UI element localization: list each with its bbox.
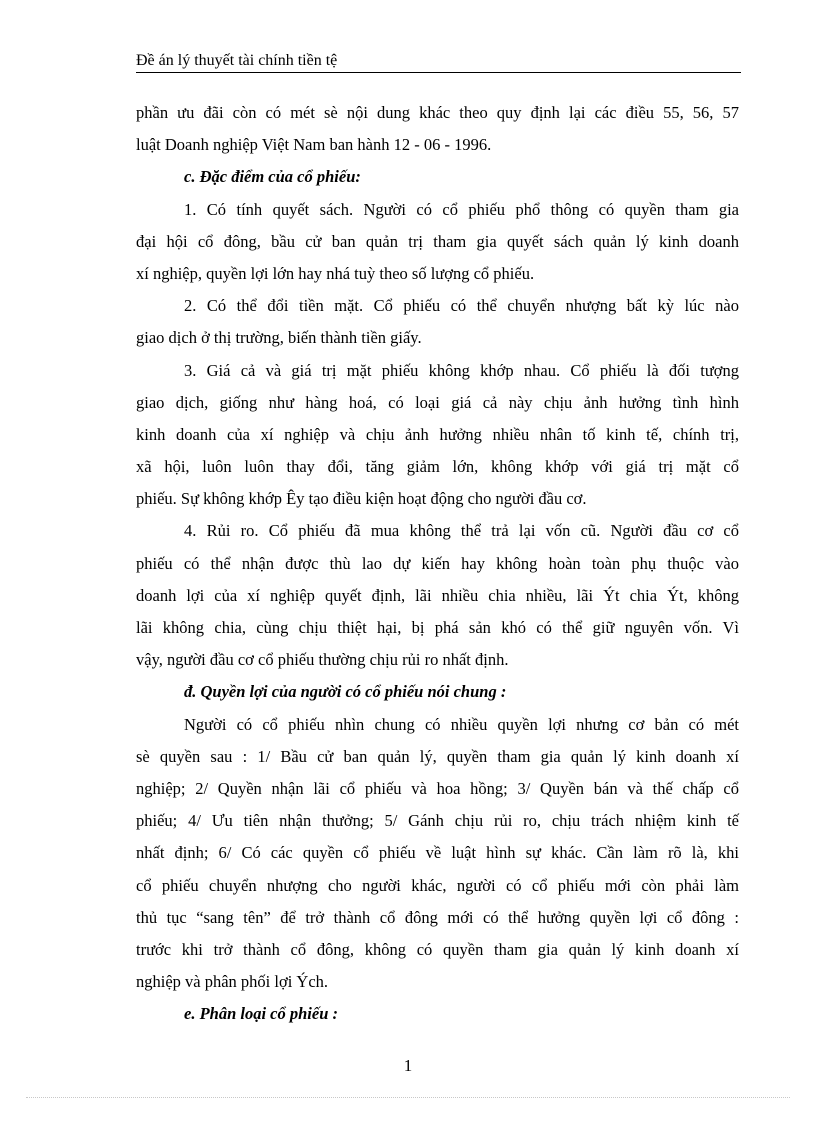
text-line: xã hội, luôn luôn thay đổi, tăng giảm lớn, không khớp với giá trị mặt cổ <box>136 457 739 477</box>
section-heading: c. Đặc điểm của cổ phiếu: <box>184 167 361 187</box>
text-line: phiếu; 4/ Ưu tiên nhận thưởng; 5/ Gánh chịu rủi ro, chịu trách nhiệm kinh tế <box>136 811 739 831</box>
page-number: 1 <box>403 1056 413 1075</box>
text-line: phiếu có thể nhận được thù lao dự kiến hay không hoàn toàn phụ thuộc vào <box>136 553 739 573</box>
text-line: phiếu. Sự không khớp Êy tạo điều kiện hoạt động cho người đầu cơ. <box>136 489 587 509</box>
text-line: sè quyền sau : 1/ Bầu cử ban quản lý, quyền tham gia quản lý kinh doanh xí <box>136 746 739 766</box>
text-line: 1. Có tính quyết sách. Người có cổ phiếu phổ thông có quyền tham gia <box>184 199 739 219</box>
text-line: phần ưu đãi còn có mét sè nội dung khác theo quy định lại các điều 55, 56, 57 <box>136 103 739 122</box>
text-line: cổ phiếu chuyển nhượng cho người khác, người có cổ phiếu mới còn phải làm <box>136 875 739 895</box>
text-line: đại hội cổ đông, bầu cử ban quản trị tham gia quyết sách quản lý kinh doanh <box>136 231 739 251</box>
text-line: nghiệp và phân phối lợi Ých. <box>136 972 329 992</box>
text-line: Người có cổ phiếu nhìn chung có nhiều quyền lợi nhưng cơ bản có mét <box>184 714 739 734</box>
running-header <box>136 50 741 73</box>
text-line: luật Doanh nghiệp Việt Nam ban hành 12 - 06 - 1996. <box>136 135 492 155</box>
text-line: 2. Có thể đổi tiền mặt. Cổ phiếu có thể chuyển nhượng bất kỳ lúc nào <box>184 296 739 316</box>
text-line: giao dịch ở thị trường, biến thành tiền giấy. <box>136 328 422 348</box>
text-line: doanh lợi của xí nghiệp quyết định, lãi nhiều chia nhiều, lãi Ýt chia Ýt, không <box>136 585 739 605</box>
section-heading: đ. Quyền lợi của người có cổ phiếu nói chung : <box>184 682 507 702</box>
text-line: nghiệp; 2/ Quyền nhận lãi cổ phiếu và hoa hồng; 3/ Quyền bán và thế chấp cổ <box>136 778 739 798</box>
header-title: Đề án lý thuyết tài chính tiền tệ <box>136 52 338 69</box>
text-line: thủ tục “sang tên” để trở thành cổ đông mới có thể hưởng quyền lợi cổ đông : <box>136 907 739 927</box>
text-line: trước khi trở thành cổ đông, không có quyền tham gia quản lý kinh doanh xí <box>136 939 739 959</box>
page-bottom-divider <box>26 1097 790 1098</box>
text-line: nhất định; 6/ Có các quyền cổ phiếu về luật hình sự khác. Cần làm rõ là, khi <box>136 843 739 863</box>
section-heading: e. Phân loại cổ phiếu : <box>184 1004 339 1024</box>
text-line: lãi không chia, cùng chịu thiệt hại, bị phá sản khó có thể giữ nguyên vốn. Vì <box>136 618 739 637</box>
document-body <box>136 97 739 1030</box>
text-line: 4. Rủi ro. Cổ phiếu đã mua không thể trả lại vốn cũ. Người đầu cơ cổ <box>184 521 739 541</box>
text-line: giao dịch, giống như hàng hoá, có loại giá cả này chịu ảnh hưởng tình hình <box>136 392 739 412</box>
text-line: vậy, người đầu cơ cổ phiếu thường chịu rủi ro nhất định. <box>136 650 509 670</box>
text-line: xí nghiệp, quyền lợi lớn hay nhá tuỳ theo số lượng cổ phiếu. <box>136 263 535 283</box>
text-line: kinh doanh của xí nghiệp và chịu ảnh hưởng nhiều nhân tố kinh tế, chính trị, <box>136 424 739 444</box>
text-line: 3. Giá cả và giá trị mặt phiếu không khớp nhau. Cổ phiếu là đối tượng <box>184 360 739 380</box>
